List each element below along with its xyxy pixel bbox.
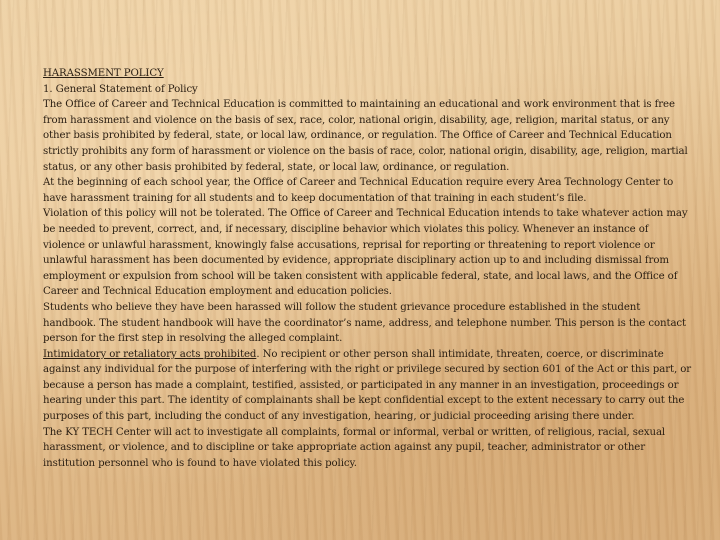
policy-paragraph-1: The Office of Career and Technical Education is committed to maintaining an educational and work environment that is free from harassment and violence on the basis of sex, race, color, national origin, disability, age, religion, marital status, or any other basis prohibited by federal, state, or local law, ordinance, or regulation. The Office of Career and Technical Education strictly prohibits any form of harassment or violence on the basis of race, color, national origin, disability, age, religion, martial status, or any other basis prohibited by federal, state, or local law, ordinance, or regulation. xyxy=(43,99,688,173)
policy-paragraph-2: At the beginning of each school year, the Office of Career and Technical Education require every Area Technology Center to have harassment training for all students and to keep documentation of that training in each student’s file. xyxy=(43,177,674,204)
policy-paragraph-6: The KY TECH Center will act to investigate all complaints, formal or informal, verbal or written, of religious, racial, sexual harassment, or violence, and to discipline or take appropriate action against any pupil, teacher, administrator or other institution personnel who is found to have violated this policy. xyxy=(43,426,666,469)
document-title: HARASSMENT POLICY xyxy=(43,68,164,79)
policy-paragraph-4: Students who believe they have been harassed will follow the student grievance procedure established in the student handbook. The student handbook will have the coordinator’s name, address, and telephone number. This person is the contact person for the first step in resolving the alleged complaint. xyxy=(43,301,687,345)
retaliation-heading: Intimidatory or retaliatory acts prohibited xyxy=(43,348,257,360)
retaliation-body: . No recipient or other person shall intimidate, threaten, coerce, or discriminate against any individual for the purpose of interfering with the right or privilege secured by section 601 of the Act or this part, or because a person has made a complaint, testified, assisted, or participated in any manner in an investigation, proceedings or hearing under this part. The identity of complainants shall be kept confidential except to the extent necessary to carry out the purposes of this part, including the conduct of any investigation, hearing, or judicial proceeding arising there under. xyxy=(43,348,692,423)
policy-paragraph-5 xyxy=(43,347,693,425)
section-heading: 1. General Statement of Policy xyxy=(43,83,198,95)
policy-paragraph-3: Violation of this policy will not be tolerated. The Office of Career and Technical Education intends to take whatever action may be needed to prevent, correct, and, if necessary, discipline behavior which violates this policy. Whenever an instance of violence or unlawful harassment, knowingly false accusations, reprisal for reporting or threatening to report violence or unlawful harassment has been documented by evidence, appropriate disciplinary action up to and including dismissal from employment or expulsion from school will be taken consistent with applicable federal, state, and local laws, and the Office of Career and Technical Education employment and education policies. xyxy=(43,208,688,298)
policy-text-block xyxy=(43,66,693,471)
